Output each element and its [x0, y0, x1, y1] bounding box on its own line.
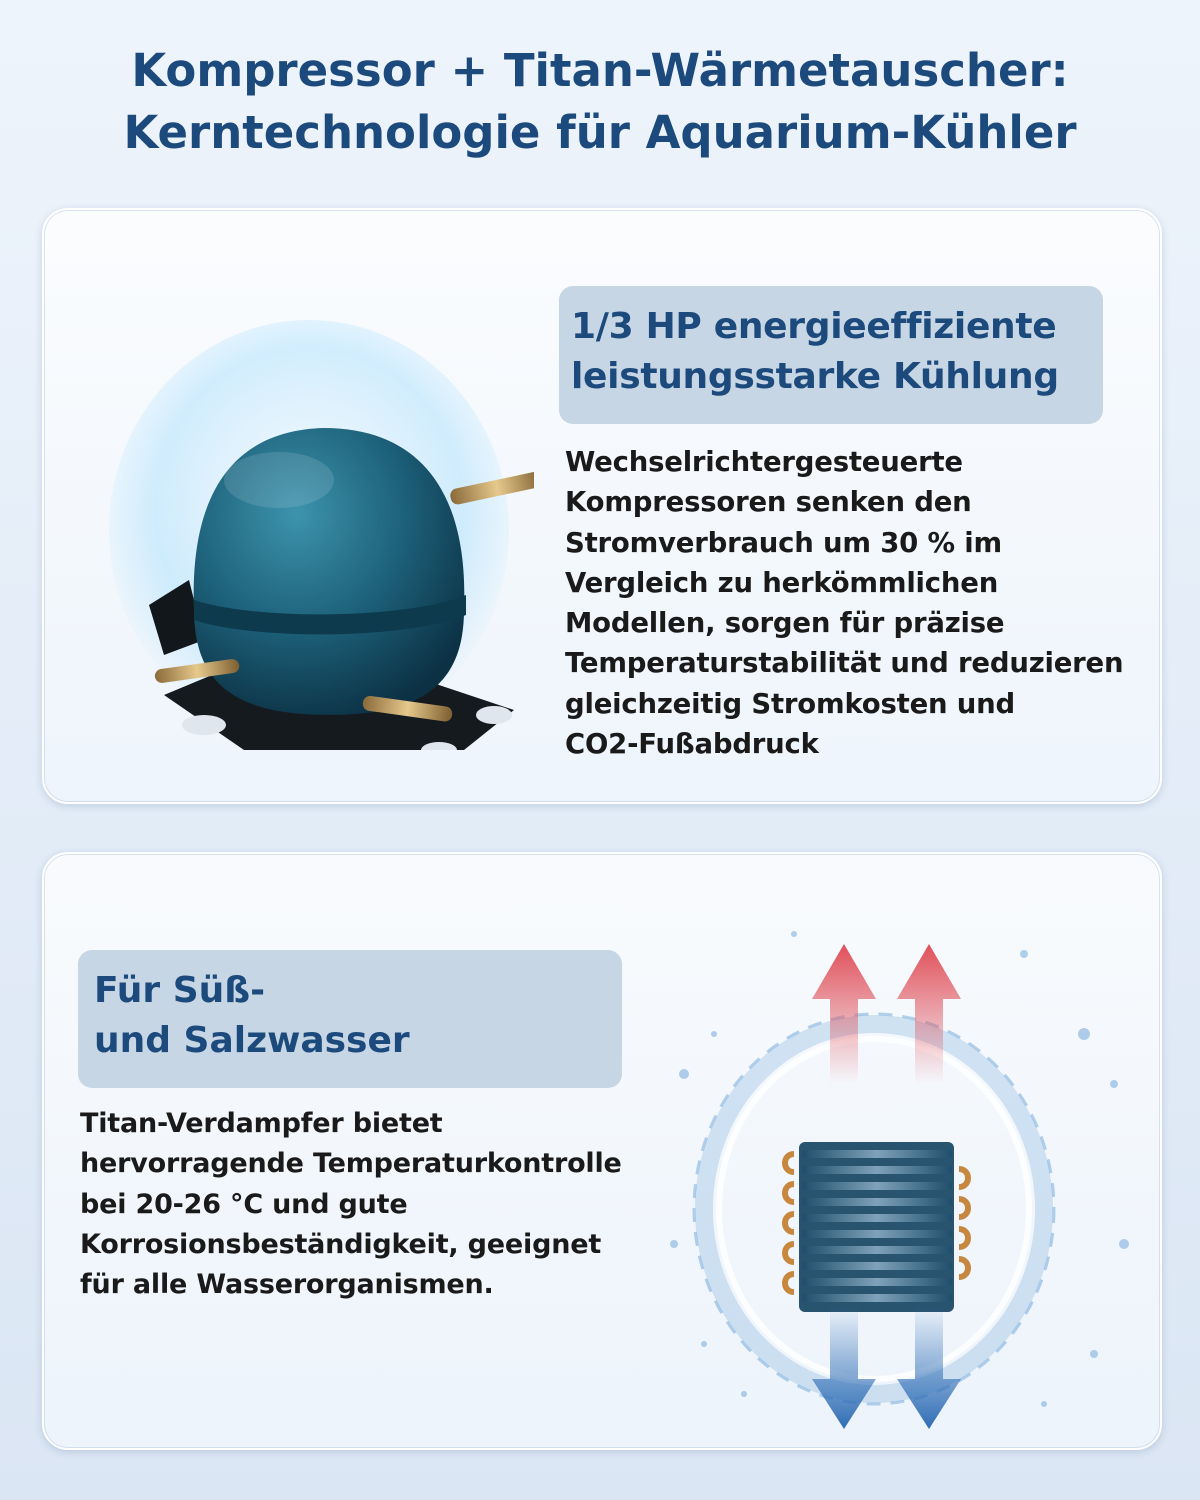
water-heading: [78, 950, 622, 1088]
compressor-heading-line-2: leistungsstarke Kühlung: [571, 356, 1059, 397]
page-title-line-1: Kompressor + Titan-Wärmetauscher:: [131, 44, 1069, 97]
water-heading-line-1: Für Süß-: [94, 970, 266, 1011]
page-title-line-2: Kerntechnologie für Aquarium-Kühler: [123, 106, 1077, 159]
compressor-card: [42, 208, 1162, 804]
compressor-icon: [94, 310, 534, 750]
page-title: [0, 40, 1200, 164]
water-description: Titan-Verdampfer bietet hervorragende Temperaturkontrolle bei 20-26 °C und gute Korrosionsbeständigkeit, geeignet für alle Wasserorganismen.: [80, 1108, 622, 1301]
arrow-down-icon: [812, 1304, 961, 1429]
coil: [785, 1142, 968, 1312]
water-heading-line-2: und Salzwasser: [94, 1020, 410, 1061]
compressor-description: Wechselrichtergesteuerte Kompressoren senken den Stromverbrauch um 30 % im Vergleich zu herkömmlichen Modellen, sorgen für präzise Temperaturstabilität und reduzieren gleichzeitig Stromkosten und CO2-Fußabdruck: [565, 446, 1124, 761]
compressor-heading-line-1: 1/3 HP energieeffiziente: [571, 306, 1057, 347]
water-card: [42, 852, 1162, 1450]
evaporator-coil-icon: [644, 914, 1144, 1434]
compressor-heading: [559, 286, 1103, 424]
